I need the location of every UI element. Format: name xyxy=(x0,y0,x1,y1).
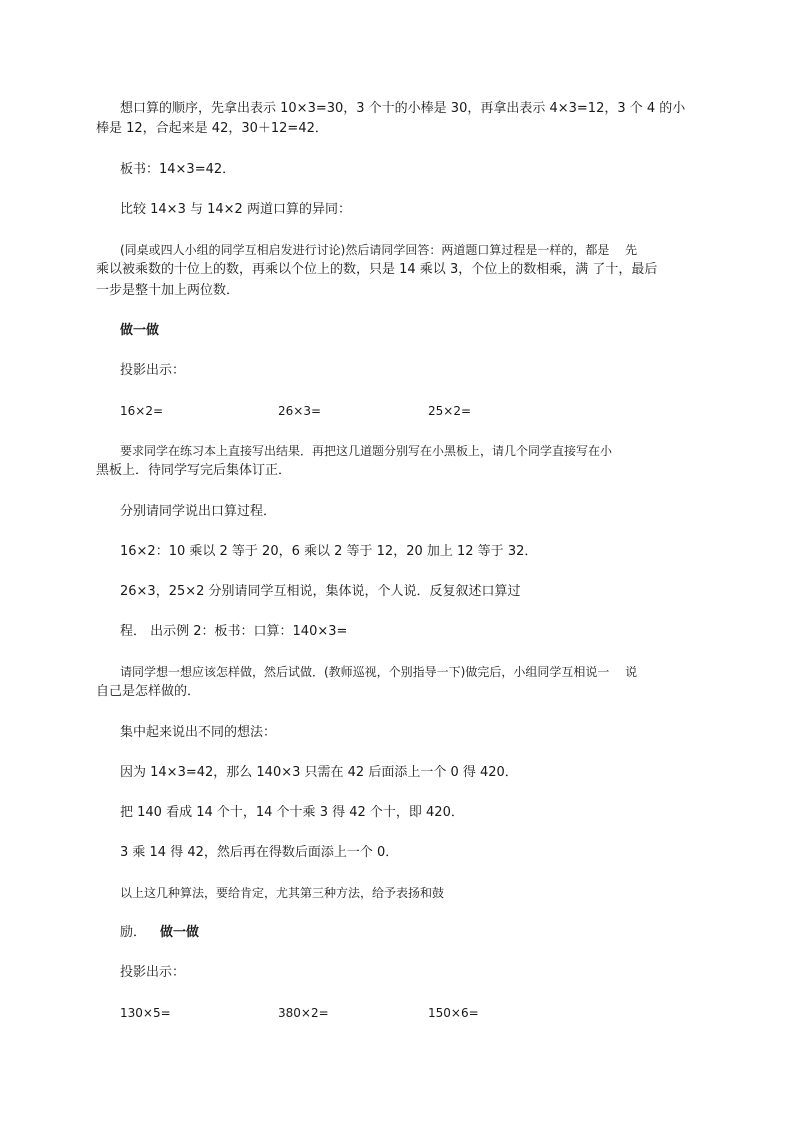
exercise-item: 150×6= xyxy=(428,1006,479,1020)
instruction: 集中起来说出不同的想法： xyxy=(120,725,277,740)
exercise-item: 26×3= xyxy=(278,404,322,418)
exercise-item: 130×5= xyxy=(120,1006,171,1020)
para-line: (同桌或四人小组的同学互相启发进行讨论)然后请同学回答：两道题口算过程是一样的，都是 先 xyxy=(120,243,638,257)
comparison-prompt: 比较 14×3 与 14×2 两道口算的异同： xyxy=(120,202,351,217)
method-2: 把 140 看成 14 个十，14 个十乘 3 得 42 个十，即 420． xyxy=(120,805,464,820)
section-heading: 做一做 xyxy=(120,323,160,338)
section-heading: 做一做 xyxy=(160,925,200,940)
instruction: 26×3，25×2 分别请同学互相说，集体说，个人说．反复叙述口算过 xyxy=(120,584,521,599)
para-line: 一步是整十加上两位数． xyxy=(96,283,240,298)
para-line: 想口算的顺序，先拿出表示 10×3=30，3 个十的小棒是 30，再拿出表示 4×3=12，3 个 4 的小 xyxy=(120,101,686,116)
board-writing: 板书：14×3=42． xyxy=(120,162,236,177)
para-line: 黑板上．待同学写完后集体订正． xyxy=(96,463,292,478)
method-3: 3 乘 14 得 42，然后再在得数后面添上一个 0． xyxy=(120,845,399,860)
projection-label: 投影出示： xyxy=(120,363,186,378)
para-line: 励． xyxy=(120,925,147,940)
exercise-item: 16×2= xyxy=(120,404,164,418)
instruction: 以上这几种算法，要给肯定，尤其第三种方法，给予表扬和鼓 xyxy=(120,886,445,900)
para-line: 请同学想一想应该怎样做，然后试做．(教师巡视，个别指导一下)做完后，小组同学互相说一 说 xyxy=(120,665,638,679)
instruction: 程． 出示例 2：板书：口算：140×3= xyxy=(120,624,348,639)
exercise-item: 25×2= xyxy=(428,404,472,418)
exercise-item: 380×2= xyxy=(278,1006,329,1020)
instruction: 16×2：10 乘以 2 等于 20，6 乘以 2 等于 12，20 加上 12 等于 32． xyxy=(120,544,538,559)
para-line: 要求同学在练习本上直接写出结果．再把这几道题分别写在小黑板上，请几个同学直接写在小 xyxy=(120,444,613,458)
para-line: 自己是怎样做的． xyxy=(96,684,201,699)
method-1: 因为 14×3=42，那么 140×3 只需在 42 后面添上一个 0 得 420． xyxy=(120,765,518,780)
projection-label: 投影出示： xyxy=(120,965,186,980)
para-line: 棒是 12，合起来是 42，30＋12=42． xyxy=(96,121,328,136)
para-line: 乘以被乘数的十位上的数，再乘以个位上的数，只是 14 乘以 3，个位上的数相乘，满 了十，最后 xyxy=(96,262,658,277)
instruction: 分别请同学说出口算过程． xyxy=(120,504,277,519)
